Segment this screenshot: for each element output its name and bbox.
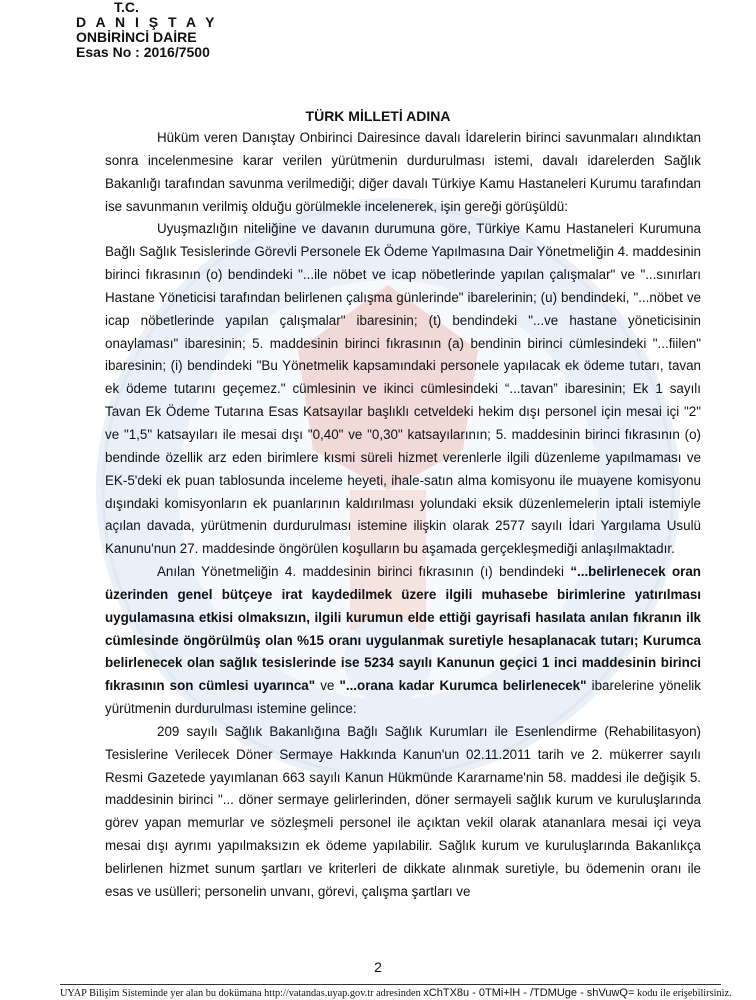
footer-prefix: UYAP Bilişim Sisteminde yer alan bu dokümana http://vatandas.uyap.gov.tr adresinden <box>60 988 424 999</box>
chamber-name: ONBİRİNCİ DAİRE <box>76 29 197 45</box>
footer-divider <box>60 984 721 985</box>
decision-title: TÜRK MİLLETİ ADINA <box>305 108 451 124</box>
paragraph-3-connector: ve <box>315 678 340 694</box>
footer-suffix: kodu ile erişebilirsiniz. <box>634 988 732 999</box>
paragraph-1: Hüküm veren Danıştay Onbirinci Dairesince davalı İdarelerin birinci savunmaları alındıktan sonra incelenmesine karar verilen yürütmenin durdurulması istemi, davalı idarelerden Sağlık Bakanlığı tarafından savunma verilmediği; diğer davalı Türkiye Kamu Hastaneleri Kurumu tarafından ise savunmanın verilmiş olduğu görülmekle incelenerek, işin gereği görüşüldü: <box>105 130 701 214</box>
footer-note <box>60 987 756 999</box>
page-number: 2 <box>374 959 382 975</box>
paragraph-3 <box>105 561 701 721</box>
paragraph-4: 209 sayılı Sağlık Bakanlığına Bağlı Sağlık Kurumları ile Esenlendirme (Rehabilitasyon) Tesislerine Verilecek Döner Sermaye Hakkında Kanun'un 02.11.2011 tarih ve 2. mükerrer sayılı Resmi Gazetede yayımlanan 663 sayılı Kanun Hükmünde Kararname'nin 58. maddesi ile değişik 5. maddesinin birinci "... döner sermaye gelirlerinden, döner sermayeli sağlık kurum ve kuruluşlarında görev yapan memurlar ve sözleşmeli personel ile açıktan vekil olarak atananlara mesai içi veya mesai dışı ayrımı yapılmaksızın ek ödeme yapılabilir. Sağlık kurum ve kuruluşlarında Bakanlıkça belirlenen hizmet sunum şartları ve kriterleri de dikkate alınmak suretiyle, bu ödemenin oranı ile esas ve usülleri; personelin unvanı, görevi, çalışma şartları ve <box>105 723 701 899</box>
paragraph-3-outro: ibarelerine yönelik yürütmenin durdurulması istemine gelince: <box>105 678 701 717</box>
court-name: D A N I Ş T A Y <box>76 14 218 30</box>
paragraph-3-intro: Anılan Yönetmeliğin 4. maddesinin birinci fıkrasının (ı) bendindeki <box>157 564 571 580</box>
paragraph-3-bold-quote-1: “...belirlenecek oran üzerinden genel bütçeye irat kaydedilmek üzere ilgili muhasebe birimlerine yatırılması uygulamasına etkisi olmaksızın, ilgili kurumun elde ettiği gayrisafi hasılata anılan fıkranın ilk cümlesinde öngörülmüş olan %15 oranı uygulanmak suretiyle hesaplanacak tutarı; Kurumca belirlenecek olan sağlık tesislerinde ise 5234 sayılı Kanunun geçici 1 inci maddesinin birinci fıkrasının son cümlesi uyarınca" <box>105 564 701 694</box>
document-header <box>76 0 217 60</box>
republic-label: T.C. <box>114 0 139 15</box>
verification-code: xChTX8u - 0TMi+lH - /TDMUge - shVuwQ= <box>423 987 635 999</box>
decision-body <box>105 127 701 904</box>
case-number: Esas No : 2016/7500 <box>76 44 210 60</box>
paragraph-2: Uyuşmazlığın niteliğine ve davanın durumuna göre, Türkiye Kamu Hastaneleri Kurumuna Bağlı Sağlık Tesislerinde Görevli Personele Ek Ödeme Yapılmasına Dair Yönetmeliğin 4. maddesinin birinci fıkrasının (o) bendindeki "...ile nöbet ve icap nöbetlerinde yapılan çalışmalar" ve "...sınırları Hastane Yöneticisi tarafından belirlenen çalışma günlerinde" ibarelerinin; (u) bendindeki, "...nöbet ve icap nöbetlerinde yapılan çalışmalar" ibaresinin; (t) bendindeki "...ve hastane yöneticisinin onaylaması" ibaresinin; 5. maddesinin birinci fıkrasının (a) bendinin birinci cümlesindeki "...fiilen" ibaresinin; (i) bendindeki "Bu Yönetmelik kapsamındaki personele yapılacak ek ödeme tutarı, tavan ek ödeme tutarını geçemez." cümlesinin ve ikinci cümlesindeki “...tavan” ibaresinin; Ek 1 sayılı Tavan Ek Ödeme Tutarına Esas Katsayılar başlıklı cetveldeki hekim dışı personel için mesai içi "2" ve "1,5" katsayıları ile mesai dışı "0,40" ve "0,30" katsayılarının; 5. maddesinin birinci fıkrasının (o) bendinde özellik arz eden birimlere kısmi süreli hizmet verenlerle ilgili düzenleme yapılmaması ve EK-5'deki ek puan tablosunda inceleme heyeti, ihale-satın alma komisyonu ile muayene komisyonu dışındaki komisyonların ek puanlarının kaldırılması yolundaki eksik düzenlemelerin iptali istemiyle açılan davada, yürütmenin durdurulması istemine ilişkin olarak 2577 sayılı İdari Yargılama Usulü Kanunu'nun 27. maddesinde öngörülen koşulların bu aşamada gerçekleşmediği anlaşılmaktadır. <box>105 221 701 557</box>
paragraph-3-bold-quote-2: "...orana kadar Kurumca belirlenecek" <box>339 678 587 694</box>
